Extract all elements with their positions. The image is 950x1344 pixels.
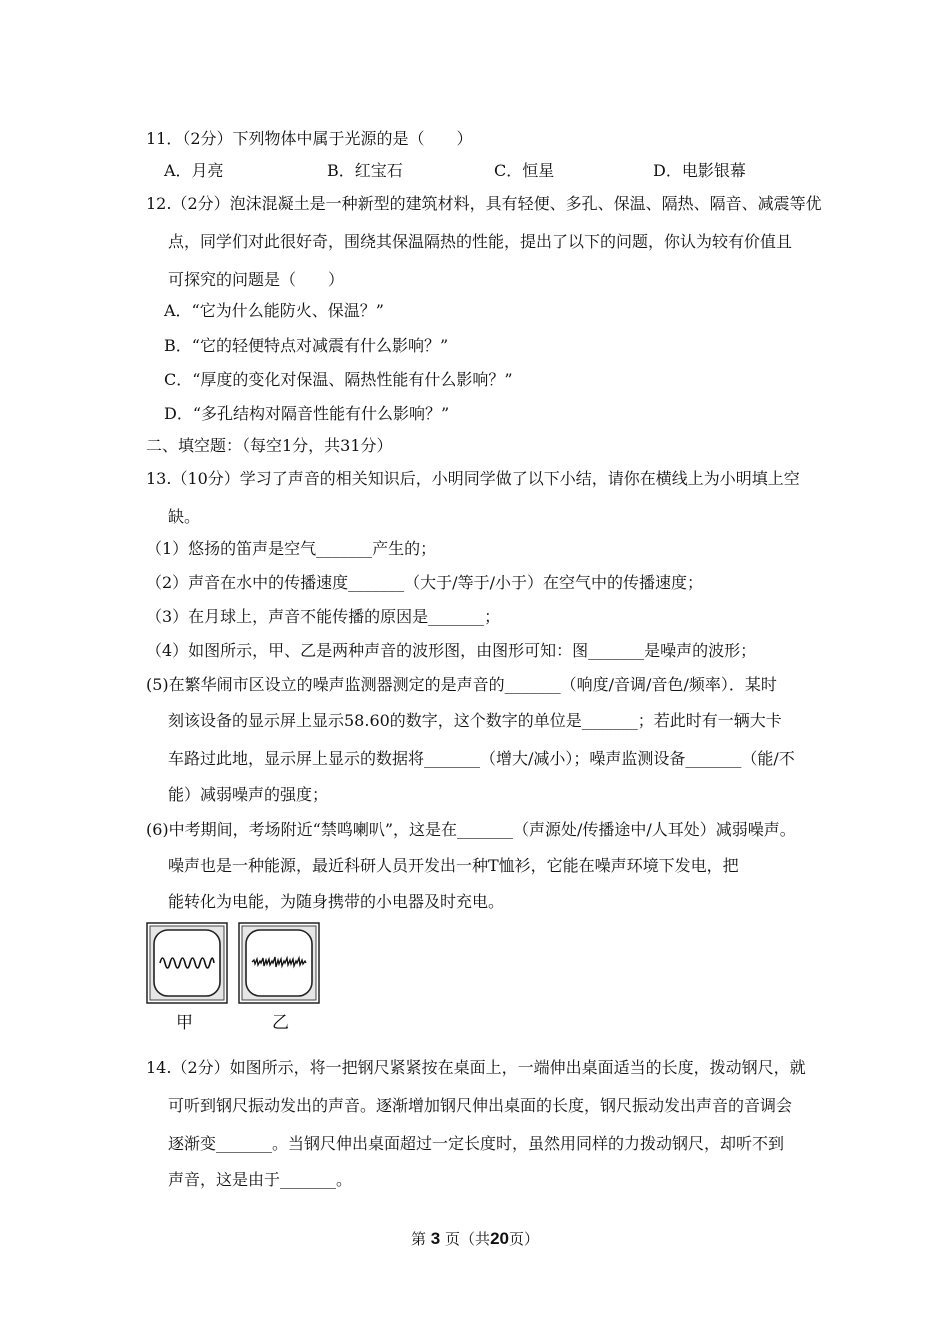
q14-line-4: 声音，这是由于_______。 <box>168 1170 353 1189</box>
q11-option-c: C．恒星 <box>494 161 555 180</box>
waveform-screens <box>146 922 326 1008</box>
q11-option-d: D．电影银幕 <box>653 161 746 180</box>
q12-line-3: 可探究的问题是（ ） <box>168 270 345 289</box>
q14-line-1: 14.（2分）如图所示，将一把钢尺紧紧按在桌面上，一端伸出桌面适当的长度，拨动钢尺，就 <box>146 1058 806 1077</box>
page-total: 20 <box>490 1229 509 1248</box>
q12-option-a: A．“它为什么能防火、保温？” <box>164 301 384 320</box>
page-footer <box>0 1229 950 1249</box>
q13-part-5-line-3: 车路过此地，显示屏上显示的数据将_______（增大/减小）；噪声监测设备_______（能/不 <box>168 749 795 768</box>
waveform-figure <box>146 922 326 1032</box>
q11-option-b: B．红宝石 <box>327 161 403 180</box>
q13-part-6-line-1: (6)中考期间，考场附近“禁鸣喇叭”，这是在_______（声源处/传播途中/人耳处）减弱噪声。 <box>146 820 796 839</box>
screen-yi <box>239 923 319 1003</box>
q13-part-6-line-2: 噪声也是一种能源，最近科研人员开发出一种T恤衫，它能在噪声环境下发电，把 <box>168 856 739 875</box>
page-number: 3 <box>430 1229 441 1248</box>
screen-jia <box>147 923 227 1003</box>
figure-label-yi: 乙 <box>272 1013 289 1033</box>
q13-part-1: （1）悠扬的笛声是空气_______产生的； <box>146 539 437 558</box>
q14-line-2: 可听到钢尺振动发出的声音。逐渐增加钢尺伸出桌面的长度，钢尺振动发出声音的音调会 <box>168 1096 793 1115</box>
q13-part-3: （3）在月球上，声音不能传播的原因是_______； <box>146 607 501 626</box>
figure-label-jia: 甲 <box>176 1013 193 1033</box>
q14-line-3: 逐渐变_______。当钢尺伸出桌面超过一定长度时，虽然用同样的力拨动钢尺，却听不到 <box>168 1134 785 1153</box>
q11-option-a: A．月亮 <box>164 161 224 180</box>
q13-part-4: （4）如图所示，甲、乙是两种声音的波形图，由图形可知：图_______是噪声的波形； <box>146 641 757 660</box>
q12-line-1: 12.（2分）泡沫混凝土是一种新型的建筑材料，具有轻便、多孔、保温、隔热、隔音、减震等优 <box>146 194 822 213</box>
section-heading: 二、填空题：（每空1分，共31分） <box>146 436 393 455</box>
q13-part-6-line-3: 能转化为电能，为随身携带的小电器及时充电。 <box>168 892 505 911</box>
footer-prefix: 第 <box>411 1230 427 1248</box>
footer-suffix: 页） <box>508 1230 539 1248</box>
q12-option-d: D．“多孔结构对隔音性能有什么影响？” <box>164 404 450 423</box>
q11-stem: 11．（2分）下列物体中属于光源的是（ ） <box>146 129 473 148</box>
q13-line-1: 13.（10分）学习了声音的相关知识后，小明同学做了以下小结，请你在横线上为小明填上空 <box>146 469 800 488</box>
q13-line-2: 缺。 <box>168 507 201 526</box>
q12-line-2: 点，同学们对此很好奇，围绕其保温隔热的性能，提出了以下的问题，你认为较有价值且 <box>168 232 793 251</box>
q12-option-b: B．“它的轻便特点对减震有什么影响？” <box>164 336 449 355</box>
q12-option-c: C．“厚度的变化对保温、隔热性能有什么影响？” <box>164 370 513 389</box>
q13-part-5-line-4: 能）减弱噪声的强度； <box>168 785 329 804</box>
q13-part-5-line-1: (5)在繁华闹市区设立的噪声监测器测定的是声音的_______（响度/音调/音色/频率）．某时 <box>146 675 777 694</box>
footer-middle: 页（共 <box>445 1230 491 1248</box>
q13-part-5-line-2: 刻该设备的显示屏上显示58.60的数字，这个数字的单位是_______；若此时有一辆大卡 <box>168 711 782 730</box>
q13-part-2: （2）声音在水中的传播速度_______（大于/等于/小于）在空气中的传播速度； <box>146 573 703 592</box>
